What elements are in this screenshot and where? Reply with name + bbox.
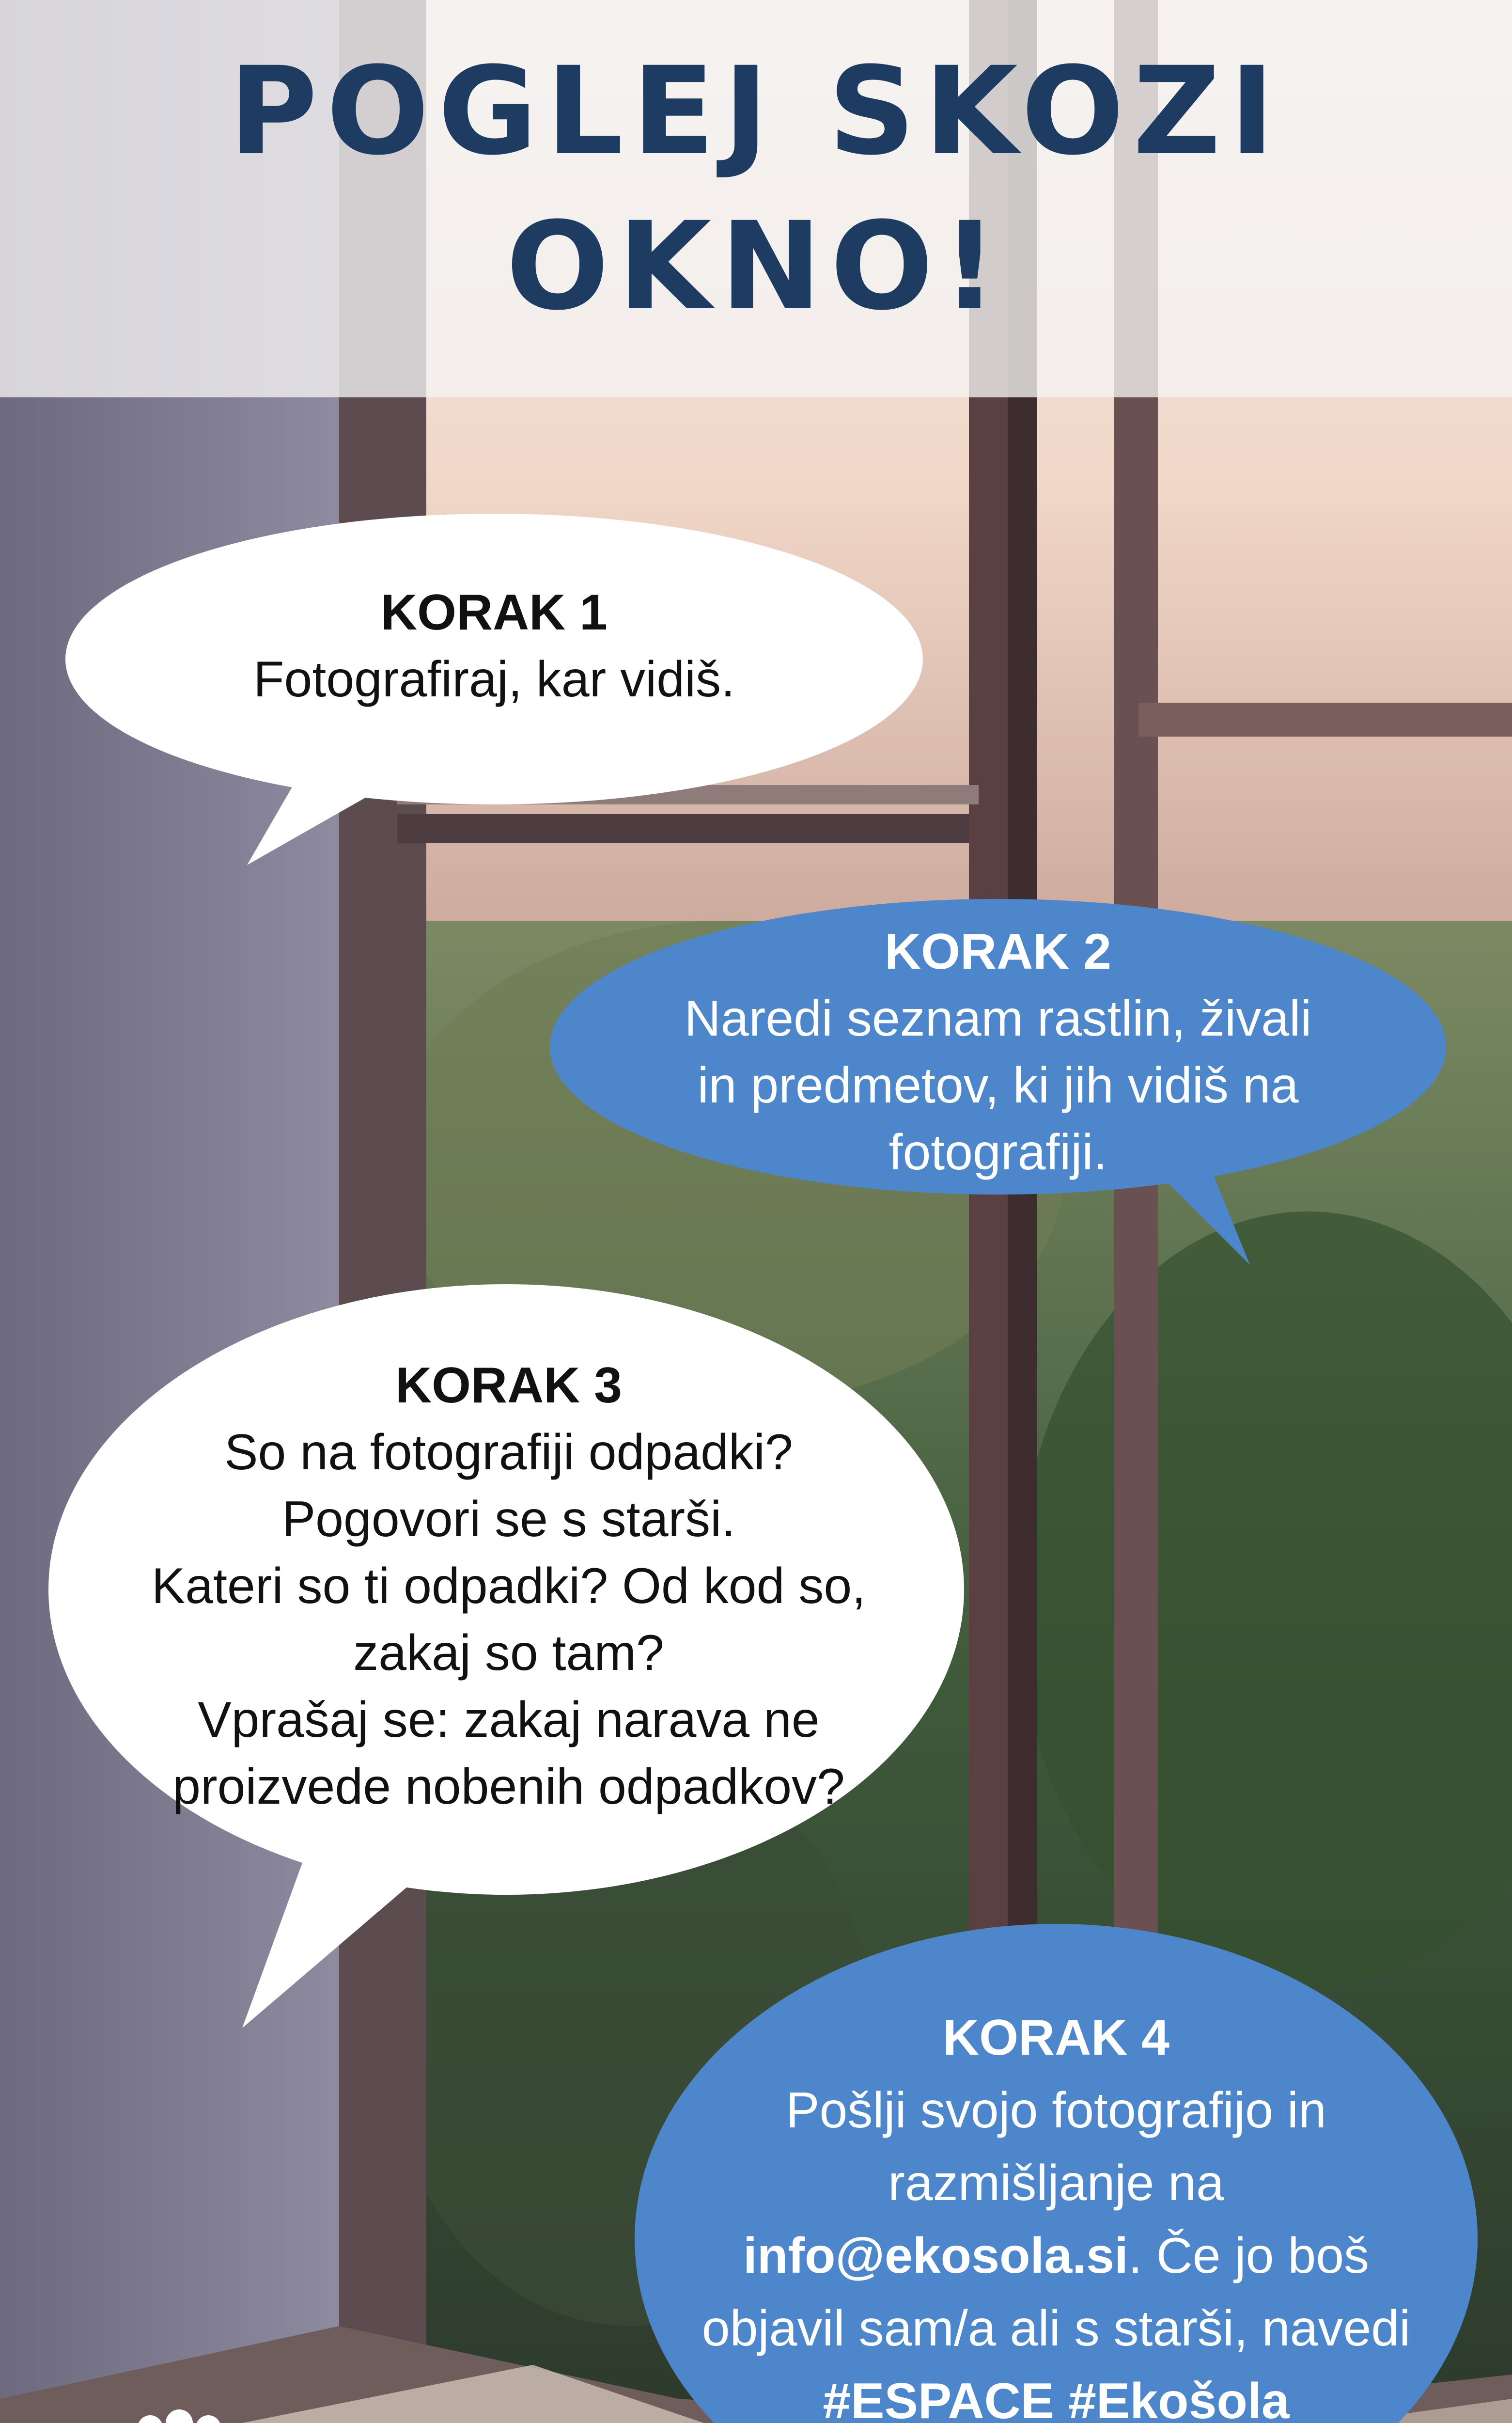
step-4-text [644,2001,1468,2423]
step-3-line-4: zakaj so tam? [353,1625,664,1681]
step-4-line-3-rest: . Če jo boš [1128,2228,1370,2284]
step-3-line-5: Vprašaj se: zakaj narava ne [198,1692,820,1748]
step-3-line-3: Kateri so ti odpadki? Od kod so, [151,1558,866,1614]
step-4-line-4: objavil sam/a ali s starši, navedi [701,2300,1411,2357]
step-4-line-1: Pošlji svojo fotografijo in [786,2082,1326,2139]
step-4-heading: KORAK 4 [942,2010,1170,2066]
step-1-line-1: Fotografiraj, kar vidiš. [253,651,735,708]
eco-schools-logo [48,2389,310,2423]
step-4-hashtags-1: #ESPACE #Ekošola [823,2373,1290,2423]
step-3-line-6: proizvede nobenih odpadkov? [172,1759,845,1815]
step-3-line-2: Pogovori se s starši. [281,1491,736,1547]
step-3-heading: KORAK 3 [395,1357,623,1414]
step-3-line-1: So na fotografiji odpadki? [224,1424,793,1480]
title-line-2: OKNO! [506,196,1006,337]
page-title [0,34,1512,344]
step-1-text [97,579,891,713]
step-2-heading: KORAK 2 [884,924,1112,980]
step-4-line-2: razmišljanje na [888,2155,1224,2211]
step-3-text [73,1352,945,1820]
step-4-line-3 [644,2219,1468,2292]
step-2-text [596,918,1400,1186]
step-2-line-1: Naredi seznam rastlin, živali [684,991,1312,1047]
title-line-1: POGLEJ SKOZI [229,41,1283,182]
step-2-line-3: fotografiji. [888,1124,1107,1180]
step-1-heading: KORAK 1 [380,584,608,641]
step-2-line-2: in predmetov, ki jih vidiš na [697,1057,1299,1114]
email-link[interactable]: info@ekosola.si [743,2228,1128,2284]
